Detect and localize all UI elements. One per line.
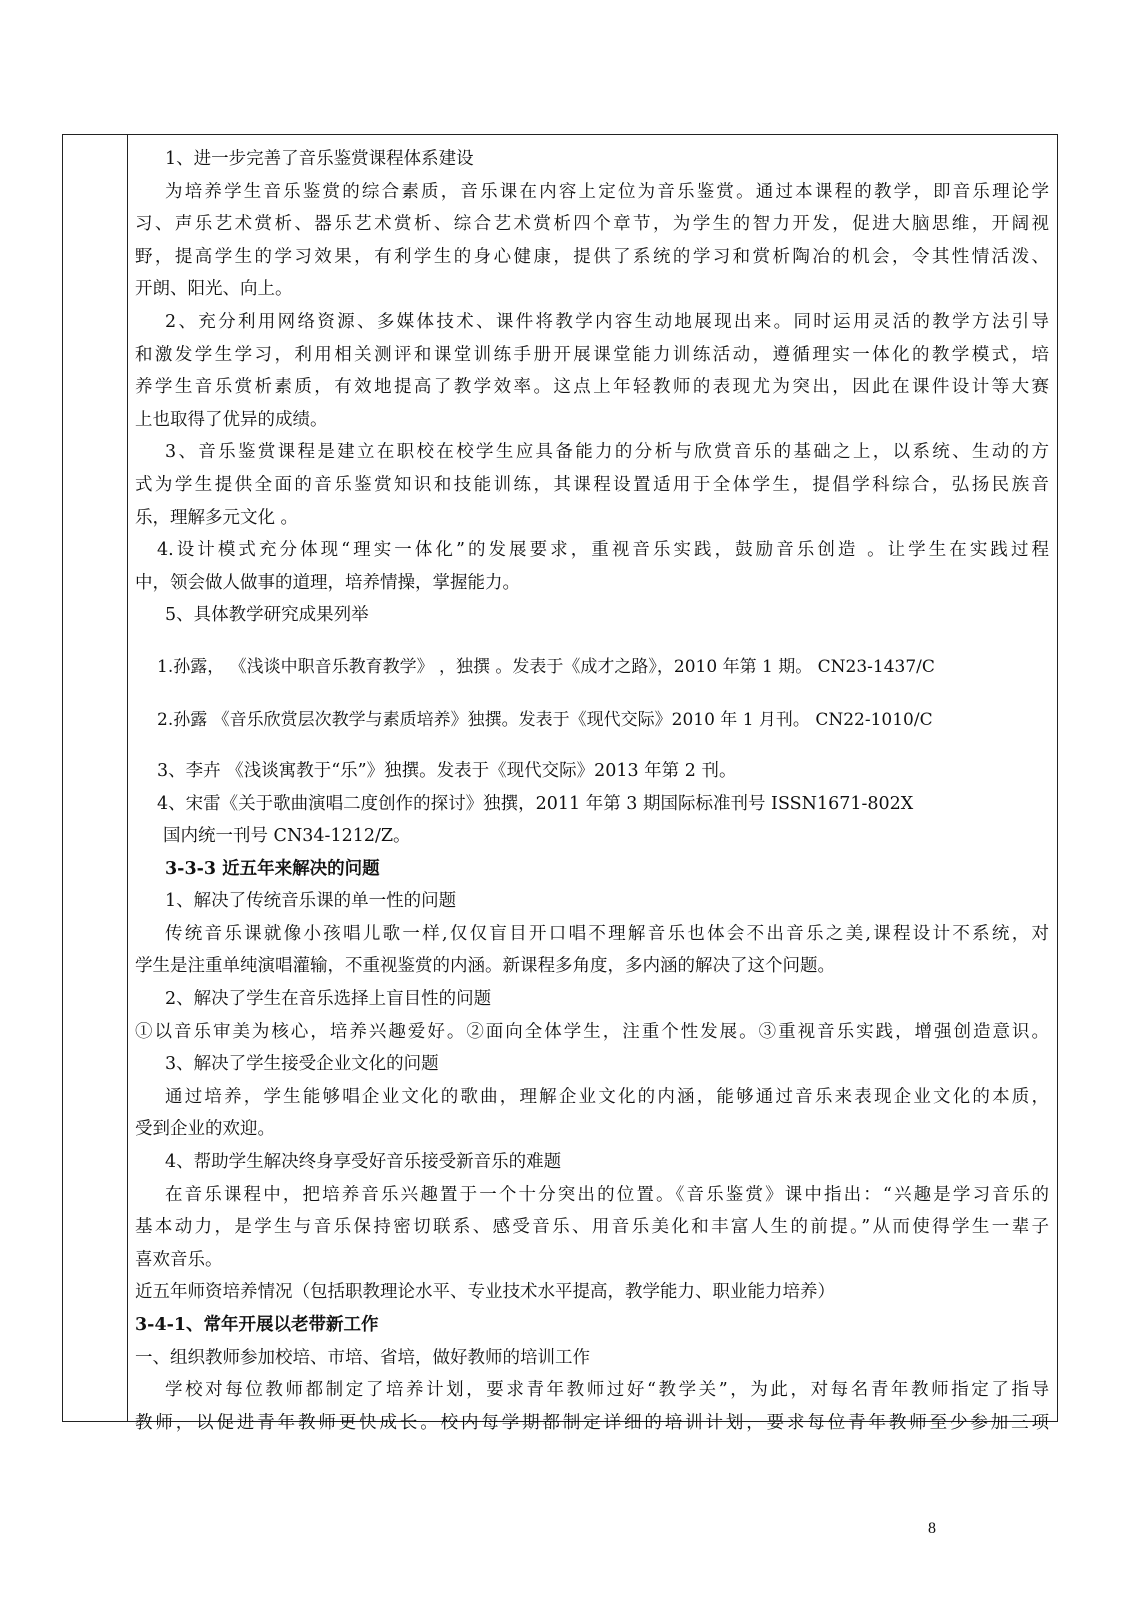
paragraph-line: 4.设计模式充分体现“理实一体化”的发展要求，重视音乐实践，鼓励音乐创造 。让学生在实践过程 xyxy=(157,540,1049,561)
section-heading: 3-3-3 近五年来解决的问题 xyxy=(165,858,380,879)
paragraph-line: 3、音乐鉴赏课程是建立在职校在校学生应具备能力的分析与欣赏音乐的基础之上，以系统、生动的方 xyxy=(165,442,1049,463)
paragraph-line: 学校对每位教师都制定了培养计划，要求青年教师过好“教学关”，为此，对每名青年教师指定了指导 xyxy=(165,1380,1049,1401)
paragraph-line: 野，提高学生的学习效果，有利学生的身心健康，提供了系统的学习和赏析陶冶的机会，令其性情活泼、 xyxy=(135,246,1049,267)
paragraph-line: 习、声乐艺术赏析、器乐艺术赏析、综合艺术赏析四个章节，为学生的智力开发，促进大脑思维，开阔视 xyxy=(135,214,1049,235)
reference-item: 3、李卉 《浅谈寓教于“乐”》独撰。发表于《现代交际》2013 年第 2 刊。 xyxy=(157,760,737,781)
paragraph-line: 通过培养，学生能够唱企业文化的歌曲，理解企业文化的内涵，能够通过音乐来表现企业文化的本质， xyxy=(165,1086,1049,1107)
paragraph-line: 学生是注重单纯演唱灌输，不重视鉴赏的内涵。新课程多角度，多内涵的解决了这个问题。 xyxy=(135,956,835,977)
paragraph-line: 喜欢音乐。 xyxy=(135,1249,223,1270)
problem-title: 3、解决了学生接受企业文化的问题 xyxy=(165,1054,439,1075)
problem-title: 1、解决了传统音乐课的单一性的问题 xyxy=(165,891,457,912)
problem-title: 4、帮助学生解决终身享受好音乐接受新音乐的难题 xyxy=(165,1152,562,1173)
paragraph-line: 养学生音乐赏析素质，有效地提高了教学效率。这点上年轻教师的表现尤为突出，因此在课件设计等大赛 xyxy=(135,377,1049,398)
page-number: 8 xyxy=(928,1520,936,1537)
paragraph-line: 式为学生提供全面的音乐鉴赏知识和技能训练，其课程设置适用于全体学生，提倡学科综合，弘扬民族音 xyxy=(135,474,1049,495)
form-table xyxy=(62,134,1058,1433)
reference-item: 国内统一刊号 CN34-1212/Z。 xyxy=(163,826,411,847)
subsection-title: 一、组织教师参加校培、市培、省培，做好教师的培训工作 xyxy=(135,1347,590,1368)
reference-item: 1.孙露， 《浅谈中职音乐教育教学》 ，独撰 。发表于《成才之路》，2010 年第 1 期。 CN23-1437/C xyxy=(157,656,935,677)
paragraph-line: 2、充分利用网络资源、多媒体技术、课件将教学内容生动地展现出来。同时运用灵活的教学方法引导 xyxy=(165,311,1049,332)
paragraph-line: 教师，以促进青年教师更快成长。校内每学期都制定详细的培训计划，要求每位青年教师至少参加三项 xyxy=(135,1412,1049,1433)
paragraph-line: 受到企业的欢迎。 xyxy=(135,1119,275,1140)
column-divider xyxy=(127,135,128,1421)
paragraph-line: 上也取得了优异的成绩。 xyxy=(135,409,328,430)
paragraph-line: 基本动力，是学生与音乐保持密切联系、感受音乐、用音乐美化和丰富人生的前提。”从而使得学生一辈子 xyxy=(135,1217,1049,1238)
paragraph-line: 乐，理解多元文化 。 xyxy=(135,507,299,528)
section-heading: 3-4-1、常年开展以老带新工作 xyxy=(135,1315,379,1335)
paragraph-line: 为培养学生音乐鉴赏的综合素质，音乐课在内容上定位为音乐鉴赏。通过本课程的教学，即音乐理论学 xyxy=(165,181,1049,202)
paragraph-line: 在音乐课程中，把培养音乐兴趣置于一个十分突出的位置。《音乐鉴赏》课中指出：“兴趣是学习音乐的 xyxy=(165,1184,1049,1205)
paragraph-line: 传统音乐课就像小孩唱儿歌一样,仅仅盲目开口唱不理解音乐也体会不出音乐之美,课程设计不系统，对 xyxy=(165,923,1049,944)
paragraph-line: 开朗、阳光、向上。 xyxy=(135,279,293,300)
item-1-title: 1、进一步完善了音乐鉴赏课程体系建设 xyxy=(165,149,474,169)
reference-item: 4、宋雷《关于歌曲演唱二度创作的探讨》独撰，2011 年第 3 期国际标准刊号 ISSN1671-802X xyxy=(157,793,914,814)
problem-title: 2、解决了学生在音乐选择上盲目性的问题 xyxy=(165,989,492,1010)
paragraph-line: 和激发学生学习，利用相关测评和课堂训练手册开展课堂能力训练活动，遵循理实一体化的教学模式，培 xyxy=(135,344,1049,365)
results-title: 5、具体教学研究成果列举 xyxy=(165,605,369,626)
paragraph-line: 中，领会做人做事的道理，培养情操，掌握能力。 xyxy=(135,572,520,593)
section-intro: 近五年师资培养情况（包括职教理论水平、专业技术水平提高，教学能力、职业能力培养） xyxy=(135,1282,835,1303)
content-cell xyxy=(135,143,1049,1439)
paragraph-line: ①以音乐审美为核心，培养兴趣爱好。②面向全体学生，注重个性发展。③重视音乐实践，增强创造意识。 xyxy=(135,1021,1049,1042)
reference-item: 2.孙露 《音乐欣赏层次教学与素质培养》独撰。发表于《现代交际》2010 年 1 月刊。 CN22-1010/C xyxy=(157,709,933,730)
